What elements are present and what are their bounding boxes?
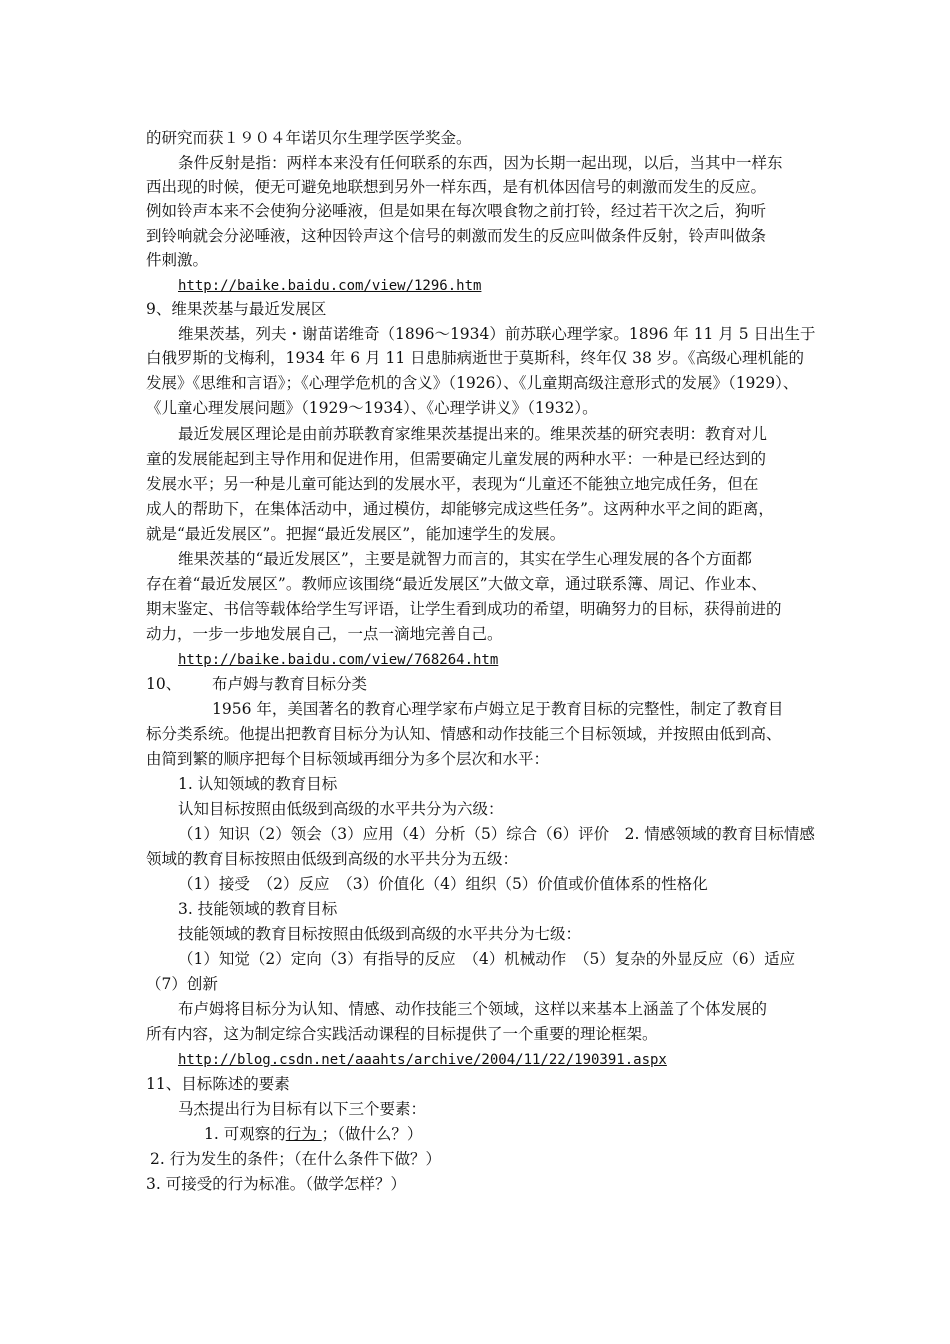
reference-link-csdn[interactable]: http://blog.csdn.net/aaahts/archive/2004/11/22/190391.aspx: [178, 1052, 667, 1068]
paragraph-line: 马杰提出行为目标有以下三个要素：: [178, 1100, 427, 1118]
paragraph-line: 件刺激。: [146, 251, 209, 269]
list-item: [204, 1124, 422, 1144]
affective-levels: （1）接受 （2）反应 （3）价值化（4）组织（5）价值或价值体系的性格化: [178, 875, 708, 893]
intro-line: 的研究而获１９０４年诺贝尔生理学医学奖金。: [146, 129, 472, 147]
cognitive-domain-heading: 1. 认知领域的教育目标: [178, 775, 338, 793]
list-item-text: 1. 可观察的: [204, 1125, 286, 1143]
skill-levels: （7）创新: [146, 975, 218, 993]
paragraph-line: 维果茨基的“最近发展区”，主要是就智力而言的，其实在学生心理发展的各个方面都: [178, 550, 752, 568]
conditioned-reflex-paragraph: 条件反射是指：两样本来没有任何联系的东西，因为长期一起出现，以后，当其中一样东: [178, 154, 783, 172]
paragraph-line: 《儿童心理发展问题》（1929～1934）、《心理学讲义》（1932）。: [146, 399, 598, 417]
paragraph-line: 维果茨基，列夫・谢苗诺维奇（1896～1934）前苏联心理学家。1896 年 11 月 5 日出生于: [178, 325, 816, 343]
section-11-heading: 11、目标陈述的要素: [146, 1075, 290, 1093]
affective-domain-desc: 领域的教育目标按照由低级到高级的水平共分为五级：: [146, 850, 519, 868]
reference-link-1296[interactable]: http://baike.baidu.com/view/1296.htm: [178, 278, 482, 294]
paragraph-line: 由简到繁的顺序把每个目标领域再细分为多个层次和水平：: [146, 750, 550, 768]
paragraph-line: 布卢姆将目标分为认知、情感、动作技能三个领域，这样以来基本上涵盖了个体发展的: [178, 1000, 768, 1018]
reference-link-768264[interactable]: http://baike.baidu.com/view/768264.htm: [178, 652, 499, 668]
paragraph-line: 童的发展能起到主导作用和促进作用，但需要确定儿童发展的两种水平：一种是已经达到的: [146, 450, 767, 468]
section-9-heading: 9、维果茨基与最近发展区: [146, 300, 327, 318]
list-item-text: ；（做什么？）: [321, 1125, 423, 1143]
skill-domain-heading: 3. 技能领域的教育目标: [178, 900, 338, 918]
paragraph-line: 到铃响就会分泌唾液，这种因铃声这个信号的刺激而发生的反应叫做条件反射，铃声叫做条: [146, 227, 767, 245]
paragraph-line: 西出现的时候，便无可避免地联想到另外一样东西，是有机体因信号的刺激而发生的反应。: [146, 178, 767, 196]
section-10-number: 10、: [146, 675, 182, 693]
paragraph-line: 白俄罗斯的戈梅利，1934 年 6 月 11 日患肺病逝世于莫斯科，终年仅 38 岁。《高级心理机能的: [146, 349, 804, 367]
skill-levels: （1）知觉（2）定向（3）有指导的反应 （4）机械动作 （5）复杂的外显反应（6）适应: [178, 950, 796, 968]
paragraph-line: 动力，一步一步地发展自己，一点一滴地完善自己。: [146, 625, 503, 643]
paragraph-line: 发展水平；另一种是儿童可能达到的发展水平，表现为“儿童还不能独立地完成任务，但在: [146, 475, 759, 493]
paragraph-line: 成人的帮助下，在集体活动中，通过模仿，却能够完成这些任务”。这两种水平之间的距离，: [146, 500, 774, 518]
paragraph-line: 期末鉴定、书信等载体给学生写评语，让学生看到成功的希望，明确努力的目标，获得前进的: [146, 600, 782, 618]
cognitive-levels: （1）知识（2）领会（3）应用（4）分析（5）综合（6）评价 2. 情感领域的教育目标情感: [178, 825, 815, 843]
paragraph-line: 最近发展区理论是由前苏联教育家维果茨基提出来的。维果茨基的研究表明：教育对儿: [178, 425, 768, 443]
skill-domain-desc: 技能领域的教育目标按照由低级到高级的水平共分为七级：: [178, 925, 582, 943]
paragraph-line: 发展》《思维和言语》；《心理学危机的含义》（1926）、《儿童期高级注意形式的发展》（1929）、: [146, 374, 799, 392]
paragraph-line: 存在着“最近发展区”。教师应该围绕“最近发展区”大做文章，通过联系簿、周记、作业本、: [146, 575, 767, 593]
cognitive-domain-desc: 认知目标按照由低级到高级的水平共分为六级：: [178, 800, 504, 818]
paragraph-line: 标分类系统。他提出把教育目标分为认知、情感和动作技能三个目标领域，并按照由低到高、: [146, 725, 782, 743]
paragraph-line: 例如铃声本来不会使狗分泌唾液，但是如果在每次喂食物之前打铃，经过若干次之后，狗听: [146, 202, 767, 220]
list-item: 3. 可接受的行为标准。（做学怎样？）: [146, 1175, 406, 1193]
underlined-term: 行为: [285, 1125, 322, 1143]
paragraph-line: 所有内容，这为制定综合实践活动课程的目标提供了一个重要的理论框架。: [146, 1025, 658, 1043]
paragraph-line: 就是“最近发展区”。把握“最近发展区”，能加速学生的发展。: [146, 525, 566, 543]
list-item: 2. 行为发生的条件；（在什么条件下做？）: [150, 1150, 441, 1168]
section-10-title: 布卢姆与教育目标分类: [212, 675, 368, 693]
paragraph-line: 1956 年，美国著名的教育心理学家布卢姆立足于教育目标的完整性，制定了教育目: [212, 700, 784, 718]
